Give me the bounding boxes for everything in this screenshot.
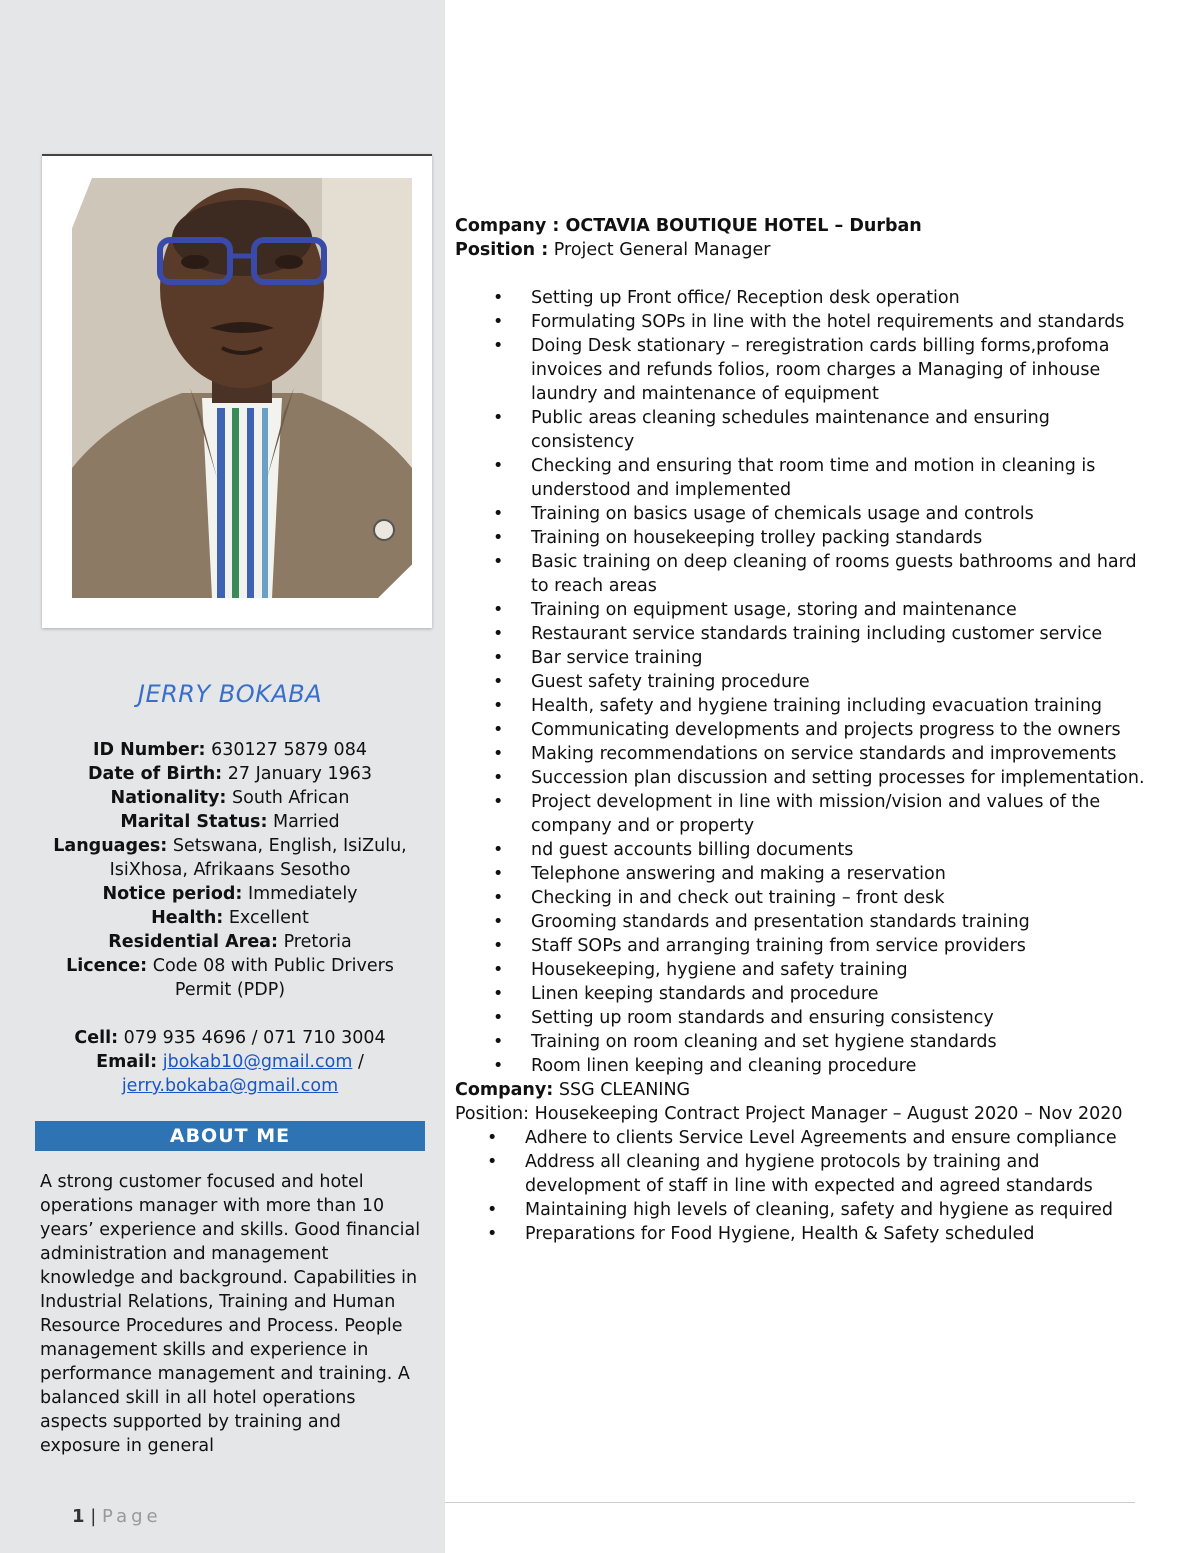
task-text: Staff SOPs and arranging training from service providers xyxy=(531,936,1026,956)
task-text: Project development in line with mission/vision and values of the company and or property xyxy=(531,792,1101,836)
task-text: Checking and ensuring that room time and motion in cleaning is understood and implemented xyxy=(531,456,1096,500)
task-item xyxy=(455,1198,1155,1222)
detail-id-number: ID Number: 630127 5879 084 xyxy=(93,740,367,760)
task-text: Training on room cleaning and set hygiene standards xyxy=(531,1032,997,1052)
task-text: Setting up room standards and ensuring consistency xyxy=(531,1008,994,1028)
task-text: Checking in and check out training – front desk xyxy=(531,888,945,908)
bullet-icon: • xyxy=(493,528,504,548)
task-item xyxy=(455,766,1155,790)
task-item xyxy=(455,670,1155,694)
task-item xyxy=(455,454,1155,502)
bullet-icon: • xyxy=(493,864,504,884)
task-item xyxy=(455,406,1155,454)
task-text: Preparations for Food Hygiene, Health & Safety scheduled xyxy=(525,1224,1035,1244)
job1-company: Company : OCTAVIA BOUTIQUE HOTEL – Durban xyxy=(455,216,922,236)
task-text: Grooming standards and presentation standards training xyxy=(531,912,1030,932)
task-item xyxy=(455,1030,1155,1054)
bullet-icon: • xyxy=(493,336,504,356)
task-item xyxy=(455,742,1155,766)
task-item xyxy=(455,646,1155,670)
job2-position: Position: Housekeeping Contract Project Manager – August 2020 – Nov 2020 xyxy=(455,1104,1123,1124)
task-item xyxy=(455,1126,1155,1150)
task-item xyxy=(455,886,1155,910)
bullet-icon: • xyxy=(493,1032,504,1052)
task-text: Adhere to clients Service Level Agreements and ensure compliance xyxy=(525,1128,1117,1148)
task-item xyxy=(455,1054,1155,1078)
task-text: Formulating SOPs in line with the hotel requirements and standards xyxy=(531,312,1125,332)
task-item xyxy=(455,934,1155,958)
task-text: Bar service training xyxy=(531,648,703,668)
detail-residential-area: Residential Area: Pretoria xyxy=(108,932,352,952)
task-text: nd guest accounts billing documents xyxy=(531,840,854,860)
bullet-icon: • xyxy=(493,408,504,428)
task-text: Making recommendations on service standards and improvements xyxy=(531,744,1117,764)
task-text: Training on equipment usage, storing and maintenance xyxy=(531,600,1017,620)
candidate-name: JERRY BOKABA xyxy=(137,680,323,708)
task-text: Room linen keeping and cleaning procedure xyxy=(531,1056,917,1076)
task-text: Basic training on deep cleaning of rooms guests bathrooms and hard to reach areas xyxy=(531,552,1137,596)
page-number: 1 xyxy=(72,1506,85,1527)
bullet-icon: • xyxy=(487,1224,498,1244)
job2-task-list xyxy=(455,1126,1155,1246)
personal-details xyxy=(40,738,420,1098)
task-item xyxy=(455,862,1155,886)
bullet-icon: • xyxy=(487,1152,498,1172)
task-text: Telephone answering and making a reservation xyxy=(531,864,946,884)
task-item xyxy=(455,310,1155,334)
email-link-secondary[interactable]: jerry.bokaba@gmail.com xyxy=(121,1076,339,1096)
task-item xyxy=(455,790,1155,838)
email-link-primary[interactable]: jbokab10@gmail.com xyxy=(162,1052,353,1072)
bullet-icon: • xyxy=(493,984,504,1004)
page-label: Page xyxy=(102,1506,162,1527)
bullet-icon: • xyxy=(493,768,504,788)
task-text: Guest safety training procedure xyxy=(531,672,810,692)
bullet-icon: • xyxy=(493,960,504,980)
bullet-icon: • xyxy=(493,456,504,476)
bullet-icon: • xyxy=(493,696,504,716)
profile-photo-frame xyxy=(42,154,432,628)
task-text: Housekeeping, hygiene and safety training xyxy=(531,960,908,980)
detail-licence: Licence: Code 08 with Public Drivers Permit (PDP) xyxy=(66,956,394,1000)
about-heading: ABOUT ME xyxy=(35,1121,425,1151)
task-text: Succession plan discussion and setting processes for implementation. xyxy=(531,768,1145,788)
bullet-icon: • xyxy=(493,288,504,308)
task-text: Public areas cleaning schedules maintenance and ensuring consistency xyxy=(531,408,1050,452)
task-text: Health, safety and hygiene training including evacuation training xyxy=(531,696,1103,716)
task-text: Communicating developments and projects progress to the owners xyxy=(531,720,1121,740)
bullet-icon: • xyxy=(493,936,504,956)
task-text: Restaurant service standards training including customer service xyxy=(531,624,1103,644)
detail-email: Email: jbokab10@gmail.com / jerry.bokaba@gmail.com xyxy=(96,1052,364,1096)
detail-marital-status: Marital Status: Married xyxy=(120,812,340,832)
spacer xyxy=(40,1002,420,1026)
profile-photo xyxy=(72,178,412,598)
about-paragraph: A strong customer focused and hotel operations manager with more than 10 years’ experience and skills. Good financial administration and management knowledge and background. Capabilities in Industrial Relations, Training and Human Resource Procedures and Process. People management skills and experience in performance management and training. A balanced skill in all hotel operations aspects supported by training and exposure in general xyxy=(40,1172,421,1456)
bullet-icon: • xyxy=(493,624,504,644)
task-item xyxy=(455,910,1155,934)
bullet-icon: • xyxy=(493,840,504,860)
task-item xyxy=(455,550,1155,598)
task-item xyxy=(455,502,1155,526)
job1-position: Position : Project General Manager xyxy=(455,240,771,260)
job1-task-list xyxy=(455,286,1155,1078)
task-item xyxy=(455,958,1155,982)
task-item xyxy=(455,334,1155,406)
task-item xyxy=(455,982,1155,1006)
page-footer: 1 | Page xyxy=(72,1506,162,1527)
task-item xyxy=(455,622,1155,646)
bullet-icon: • xyxy=(493,888,504,908)
task-text: Linen keeping standards and procedure xyxy=(531,984,879,1004)
bullet-icon: • xyxy=(493,912,504,932)
detail-cell: Cell: 079 935 4696 / 071 710 3004 xyxy=(74,1028,386,1048)
task-text: Maintaining high levels of cleaning, safety and hygiene as required xyxy=(525,1200,1114,1220)
job2-company: Company: SSG CLEANING xyxy=(455,1080,691,1100)
task-item xyxy=(455,718,1155,742)
bullet-icon: • xyxy=(493,720,504,740)
bullet-icon: • xyxy=(487,1200,498,1220)
task-text: Training on housekeeping trolley packing standards xyxy=(531,528,983,548)
bullet-icon: • xyxy=(493,672,504,692)
bullet-icon: • xyxy=(493,744,504,764)
bullet-icon: • xyxy=(493,648,504,668)
bullet-icon: • xyxy=(493,1056,504,1076)
task-text: Address all cleaning and hygiene protocols by training and development of staff in line with expected and agreed standards xyxy=(525,1152,1093,1196)
detail-health: Health: Excellent xyxy=(151,908,309,928)
bullet-icon: • xyxy=(493,1008,504,1028)
task-text: Doing Desk stationary – reregistration cards billing forms,profoma invoices and refunds folios, room charges a Managing of inhouse laundry and maintenance of equipment xyxy=(531,336,1110,404)
task-text: Training on basics usage of chemicals usage and controls xyxy=(531,504,1034,524)
bullet-icon: • xyxy=(487,1128,498,1148)
task-item xyxy=(455,1222,1155,1246)
footer-divider xyxy=(445,1502,1135,1503)
task-item xyxy=(455,1150,1155,1198)
task-item xyxy=(455,1006,1155,1030)
task-item xyxy=(455,286,1155,310)
bullet-icon: • xyxy=(493,504,504,524)
task-item xyxy=(455,598,1155,622)
portrait-image xyxy=(72,178,412,598)
detail-languages: Languages: Setswana, English, IsiZulu, IsiXhosa, Afrikaans Sesotho xyxy=(53,836,407,880)
bullet-icon: • xyxy=(493,600,504,620)
task-text: Setting up Front office/ Reception desk operation xyxy=(531,288,960,308)
task-item xyxy=(455,838,1155,862)
bullet-icon: • xyxy=(493,312,504,332)
detail-nationality: Nationality: South African xyxy=(110,788,350,808)
task-item xyxy=(455,526,1155,550)
task-item xyxy=(455,694,1155,718)
detail-notice-period: Notice period: Immediately xyxy=(102,884,358,904)
bullet-icon: • xyxy=(493,792,504,812)
bullet-icon: • xyxy=(493,552,504,572)
experience-section xyxy=(455,214,1155,1246)
detail-date-of-birth: Date of Birth: 27 January 1963 xyxy=(87,764,373,784)
